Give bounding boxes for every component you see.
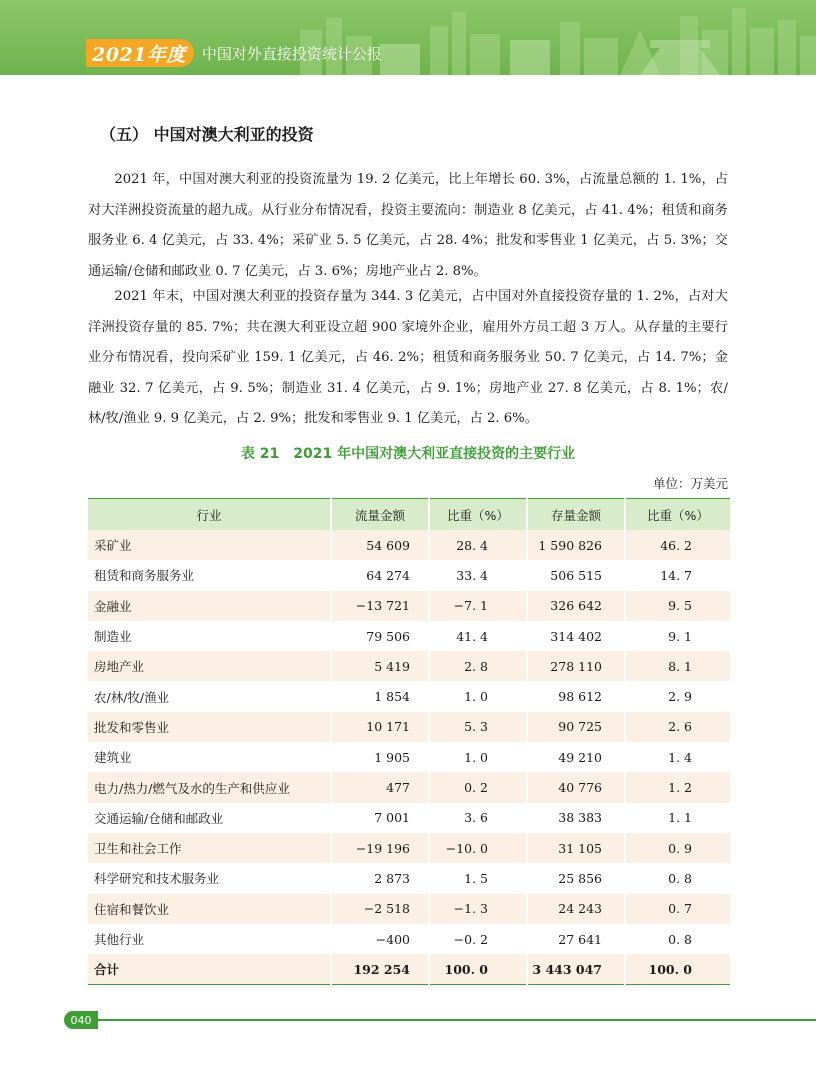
cell-stock: 40 776 — [527, 772, 625, 802]
cell-industry: 金融业 — [88, 591, 331, 621]
table-total-row — [88, 954, 730, 985]
table-row — [88, 863, 730, 893]
cell-industry: 住宿和餐饮业 — [88, 894, 331, 924]
table-header-row — [88, 499, 730, 531]
col-header-stock: 存量金额 — [527, 499, 625, 531]
cell-industry: 其他行业 — [88, 924, 331, 954]
cell-stock-share: 0. 9 — [625, 833, 730, 863]
cell-stock: 90 725 — [527, 712, 625, 742]
cell-flow: −19 196 — [331, 833, 429, 863]
year-badge: 2021年度 — [86, 39, 194, 67]
cell-stock-share: 0. 8 — [625, 863, 730, 893]
cell-flow-share: 28. 4 — [429, 530, 527, 560]
cell-stock: 25 856 — [527, 863, 625, 893]
report-title: 中国对外直接投资统计公报 — [201, 44, 382, 63]
cell-stock-share: 0. 7 — [625, 894, 730, 924]
cell-stock-share: 46. 2 — [625, 530, 730, 560]
table-body — [88, 530, 730, 985]
cell-flow: −2 518 — [331, 894, 429, 924]
cell-flow: 54 609 — [331, 530, 429, 560]
cell-stock-share: 0. 8 — [625, 924, 730, 954]
table-row — [88, 772, 730, 802]
cell-stock-share: 2. 9 — [625, 681, 730, 711]
table-row — [88, 681, 730, 711]
cell-stock: 1 590 826 — [527, 530, 625, 560]
cell-stock: 98 612 — [527, 681, 625, 711]
cell-industry: 电力/热力/燃气及水的生产和供应业 — [88, 772, 331, 802]
col-header-stock-share: 比重（%） — [625, 499, 730, 531]
cell-flow: 2 873 — [331, 863, 429, 893]
cell-stock-share: 8. 1 — [625, 651, 730, 681]
cell-flow-share: −0. 2 — [429, 924, 527, 954]
col-header-flow-share: 比重（%） — [429, 499, 527, 531]
table-row — [88, 712, 730, 742]
cell-stock-share: 1. 1 — [625, 803, 730, 833]
cell-industry: 卫生和社会工作 — [88, 833, 331, 863]
cell-stock-share: 2. 6 — [625, 712, 730, 742]
cell-flow: 1 854 — [331, 681, 429, 711]
cell-industry: 制造业 — [88, 621, 331, 651]
cell-industry: 建筑业 — [88, 742, 331, 772]
cell-flow: −13 721 — [331, 591, 429, 621]
cell-stock-share: 100. 0 — [625, 954, 730, 985]
cell-stock-share: 1. 4 — [625, 742, 730, 772]
section-heading: （五） 中国对澳大利亚的投资 — [100, 125, 314, 144]
cell-flow-share: 2. 8 — [429, 651, 527, 681]
col-header-industry: 行业 — [88, 499, 331, 531]
cell-stock: 49 210 — [527, 742, 625, 772]
cell-industry: 批发和零售业 — [88, 712, 331, 742]
table-row — [88, 621, 730, 651]
cell-flow-share: −1. 3 — [429, 894, 527, 924]
table-row — [88, 742, 730, 772]
cell-flow-share: −7. 1 — [429, 591, 527, 621]
cell-stock-share: 1. 2 — [625, 772, 730, 802]
table-unit: 单位：万美元 — [652, 476, 728, 491]
cell-flow-share: 41. 4 — [429, 621, 527, 651]
cell-flow: 7 001 — [331, 803, 429, 833]
cell-flow-share: 5. 3 — [429, 712, 527, 742]
cell-flow-share: 1. 0 — [429, 742, 527, 772]
table-row — [88, 894, 730, 924]
cell-flow: 192 254 — [331, 954, 429, 985]
industry-table — [88, 498, 730, 985]
cell-industry: 采矿业 — [88, 530, 331, 560]
cell-industry: 科学研究和技术服务业 — [88, 863, 331, 893]
cell-flow: 5 419 — [331, 651, 429, 681]
cell-flow: −400 — [331, 924, 429, 954]
table-row — [88, 803, 730, 833]
cell-industry: 房地产业 — [88, 651, 331, 681]
cell-flow: 10 171 — [331, 712, 429, 742]
cell-industry: 农/林/牧/渔业 — [88, 681, 331, 711]
cell-industry: 交通运输/仓储和邮政业 — [88, 803, 331, 833]
cell-flow-share: 1. 0 — [429, 681, 527, 711]
cell-flow: 1 905 — [331, 742, 429, 772]
col-header-flow: 流量金额 — [331, 499, 429, 531]
cell-stock-share: 14. 7 — [625, 560, 730, 590]
table-row — [88, 924, 730, 954]
cell-stock: 24 243 — [527, 894, 625, 924]
cell-stock: 278 110 — [527, 651, 625, 681]
page-header — [0, 0, 816, 75]
cell-stock: 38 383 — [527, 803, 625, 833]
table-row — [88, 591, 730, 621]
table-row — [88, 833, 730, 863]
cell-stock: 31 105 — [527, 833, 625, 863]
cell-stock: 3 443 047 — [527, 954, 625, 985]
cell-flow-share: −10. 0 — [429, 833, 527, 863]
table-row — [88, 560, 730, 590]
cell-flow-share: 33. 4 — [429, 560, 527, 590]
cell-flow-share: 0. 2 — [429, 772, 527, 802]
paragraph-flow: 2021 年，中国对澳大利亚的投资流量为 19. 2 亿美元，比上年增长 60. 3%，占流量总额的 1. 1%，占对大洋洲投资流量的超九成。从行业分布情况看，投资主要流向：制造业 8 亿美元，占 41. 4%；租赁和商务服务业 6. 4 亿美元，占 33. 4%；采矿业 5. 5 亿美元，占 28. 4%；批发和零售业 1 亿美元，占 5. 3%；交通运输/仓储和邮政业 0. 7 亿美元，占 3. 6%；房地产业占 2. 8%。 — [88, 172, 728, 279]
cell-industry: 合计 — [88, 954, 331, 985]
cell-flow-share: 1. 5 — [429, 863, 527, 893]
cell-flow: 64 274 — [331, 560, 429, 590]
page-number: 040 — [64, 1011, 98, 1029]
cell-stock: 314 402 — [527, 621, 625, 651]
cell-flow: 477 — [331, 772, 429, 802]
cell-industry: 租赁和商务服务业 — [88, 560, 331, 590]
table-row — [88, 651, 730, 681]
table-caption: 表 21 2021 年中国对澳大利亚直接投资的主要行业 — [240, 446, 576, 462]
footer-rule — [98, 1019, 816, 1021]
paragraph-stock: 2021 年末，中国对澳大利亚的投资存量为 344. 3 亿美元，占中国对外直接投资存量的 1. 2%，占对大洋洲投资存量的 85. 7%；共在澳大利亚设立超 900 家境外企业，雇用外方员工超 3 万人。从存量的主要行业分布情况看，投向采矿业 159. 1 亿美元，占 46. 2%；租赁和商务服务业 50. 7 亿美元，占 14. 7%；金融业 32. 7 亿美元，占 9. 5%；制造业 31. 4 亿美元，占 9. 1%；房地产业 27. 8 亿美元，占 8. 1%；农/林/牧/渔业 9. 9 亿美元，占 2. 9%；批发和零售业 9. 1 亿美元，占 2. 6%。 — [88, 289, 728, 426]
cell-stock-share: 9. 5 — [625, 591, 730, 621]
cell-stock-share: 9. 1 — [625, 621, 730, 651]
cell-flow-share: 100. 0 — [429, 954, 527, 985]
table-row — [88, 530, 730, 560]
cell-flow-share: 3. 6 — [429, 803, 527, 833]
cell-stock: 27 641 — [527, 924, 625, 954]
cell-flow: 79 506 — [331, 621, 429, 651]
cell-stock: 506 515 — [527, 560, 625, 590]
cell-stock: 326 642 — [527, 591, 625, 621]
header-title-bar — [0, 38, 816, 68]
